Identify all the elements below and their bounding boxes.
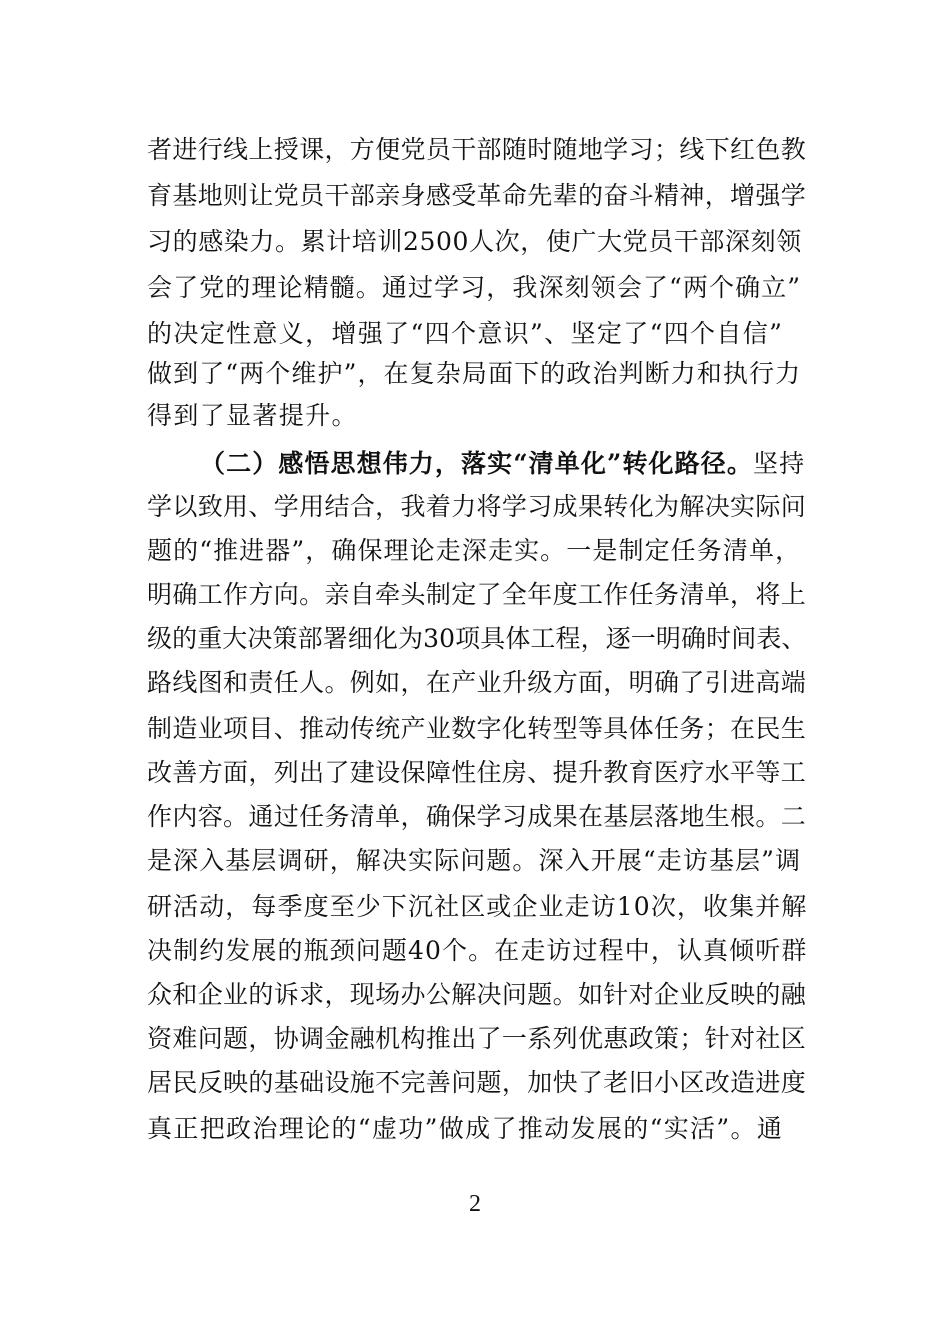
paragraph-line: 级的重大决策部署细化为30项具体工程，逐一明确时间表、	[147, 624, 807, 653]
page-number: 2	[469, 1191, 481, 1217]
section-heading-line	[200, 444, 807, 484]
paragraph-line: 路线图和责任人。例如，在产业升级方面，明确了引进高端	[147, 668, 807, 697]
paragraph-line: 做到了“两个维护”，在复杂局面下的政治判断力和执行力	[147, 359, 802, 388]
paragraph-line: 学以致用、学用结合，我着力将学习成果转化为解决实际问	[147, 492, 807, 521]
paragraph-line: 题的“推进器”，确保理论走深走实。一是制定任务清单，	[147, 536, 802, 565]
paragraph-line: 者进行线上授课，方便党员干部随时随地学习；线下红色教	[147, 135, 807, 164]
paragraph-line: 明确工作方向。亲自牵头制定了全年度工作任务清单，将上	[147, 580, 807, 609]
paragraph-line: 真正把政治理论的“虚功”做成了推动发展的“实活”。通	[147, 1114, 784, 1143]
section-first-line-text: 坚持	[752, 449, 806, 478]
paragraph-line: 居民反映的基础设施不完善问题，加快了老旧小区改造进度	[147, 1068, 807, 1097]
paragraph-line: 得到了显著提升。	[147, 401, 358, 430]
paragraph-line: 制造业项目、推动传统产业数字化转型等具体任务；在民生	[147, 714, 807, 743]
paragraph-line: 习的感染力。累计培训2500人次，使广大党员干部深刻领	[147, 227, 802, 256]
paragraph-line: 决制约发展的瓶颈问题40个。在走访过程中，认真倾听群	[147, 936, 808, 965]
paragraph-line: 会了党的理论精髓。通过学习，我深刻领会了“两个确立”	[147, 273, 802, 302]
paragraph-line: 育基地则让党员干部亲身感受革命先辈的奋斗精神，增强学	[147, 181, 807, 210]
paragraph-line: 众和企业的诉求，现场办公解决问题。如针对企业反映的融	[147, 980, 807, 1009]
section-heading: （二）感悟思想伟力，落实“清单化”转化路径。	[200, 449, 753, 478]
paragraph-line: 是深入基层调研，解决实际问题。深入开展“走访基层”调	[147, 846, 802, 875]
paragraph-line: 改善方面，列出了建设保障性住房、提升教育医疗水平等工	[147, 758, 807, 787]
paragraph-line: 资难问题，协调金融机构推出了一系列优惠政策；针对社区	[147, 1024, 807, 1053]
paragraph-line: 作内容。通过任务清单，确保学习成果在基层落地生根。二	[147, 802, 807, 831]
paragraph-line: 研活动，每季度至少下沉社区或企业走访10次，收集并解	[147, 892, 808, 921]
paragraph-line: 的决定性意义，增强了“四个意识”、坚定了“四个自信”	[147, 319, 784, 348]
